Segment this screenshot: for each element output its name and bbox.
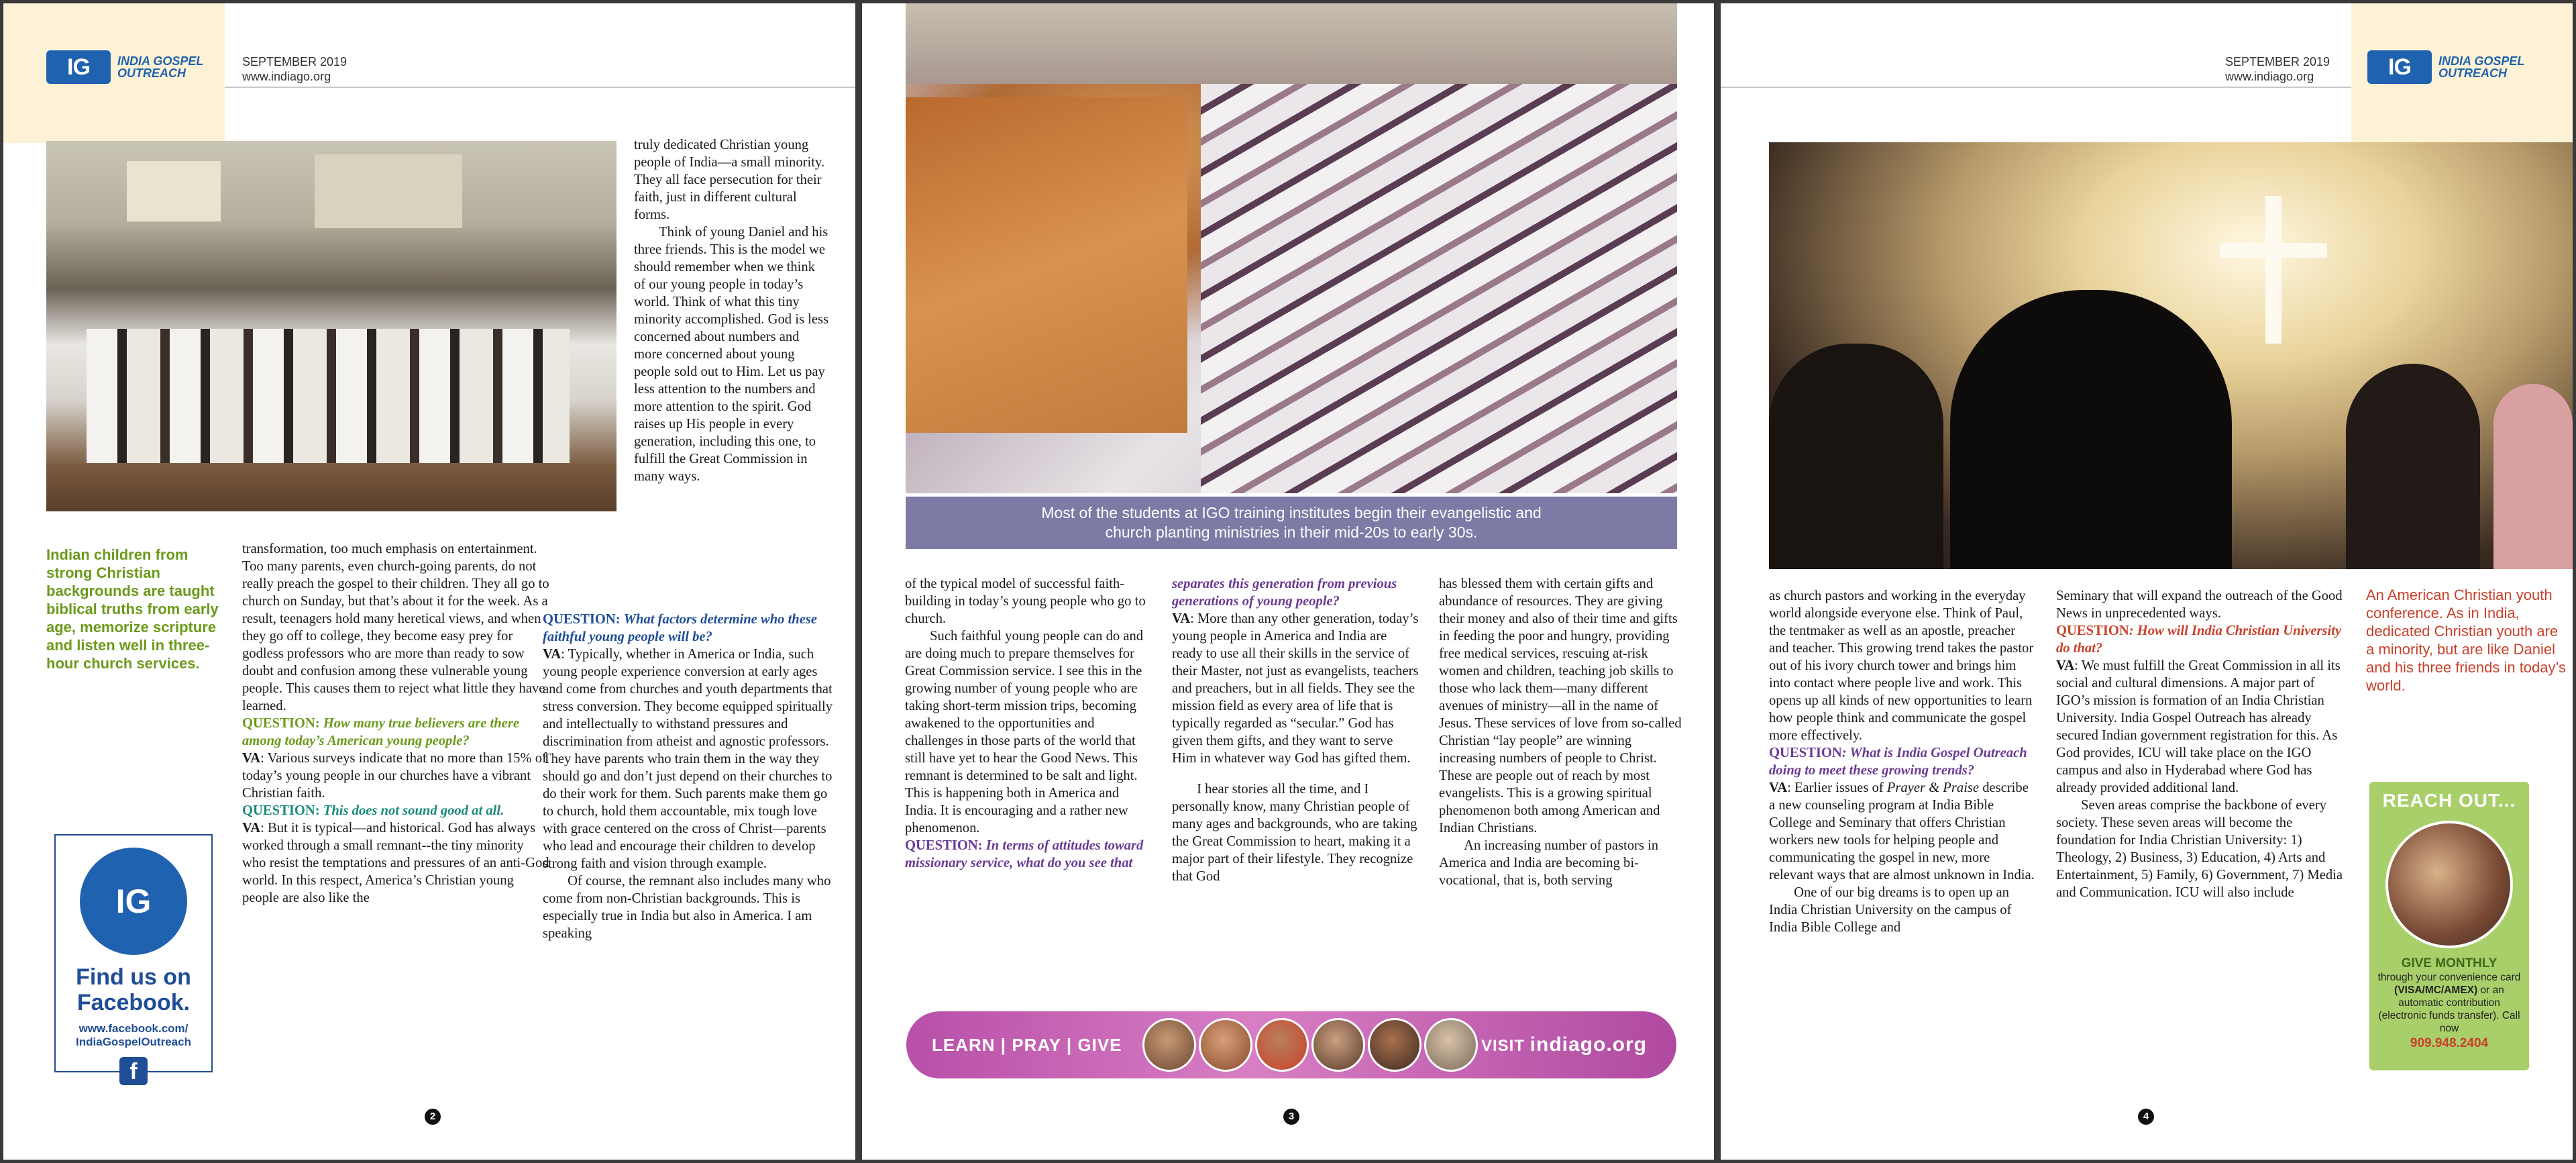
window-shape: [315, 154, 462, 228]
question-continued: separates this generation from previous generations of young people?: [1172, 576, 1397, 609]
paragraph: I hear stories all the time, and I personally know, many Christian people of many ages and backgrounds, who are taking the Great Commission to heart, making it a major part of their lifestyle. They recognize that God: [1172, 782, 1417, 884]
banner-faces: [1142, 1018, 1478, 1072]
issue-date-block: [242, 54, 347, 84]
question-text: This does not sound good at all.: [323, 803, 504, 818]
igo-logo-text: [117, 55, 203, 79]
fb-facebook: Facebook.: [76, 990, 191, 1015]
logo-mark-text: IG: [67, 54, 90, 80]
youth-conference-photo: [1769, 142, 2573, 569]
header-rule: [1721, 87, 2351, 88]
logo-mark-text: IG: [2388, 54, 2411, 80]
question-heading: [543, 611, 833, 646]
students-hall-photo: [906, 3, 1677, 493]
logo-line1: INDIA GOSPEL: [117, 54, 204, 68]
answer-paragraph: [1172, 610, 1420, 767]
page-4: [1721, 3, 2573, 1160]
website-url[interactable]: www.indiago.org: [2225, 70, 2314, 83]
face-photo: [1424, 1018, 1478, 1072]
paragraph: as church pastors and working in the everyday world alongside everyone else. Think of Paul, the tentmaker as well as an apostle, preacher and teacher. This growing trend takes the pastor out of his ivory church tower and brings him into contact where people live and work. This opens up all kinds of new opportunities to learn how people think and communicate the gospel more effectively.: [1769, 589, 2034, 743]
question-heading: [2056, 622, 2345, 657]
answer-text: : More than any other generation, today’s young people in America and India are ready to use all their skills in the service of their Master, not just as evangelists, teachers and preachers, but in all fields. They see the mission field as every area of life that is typically regarded as “secular.” God has given them gifts, and they want to serve Him in whatever way God has gifted them.: [1172, 611, 1419, 766]
page-number: 2: [425, 1109, 441, 1125]
reach-out-title: REACH OUT...: [2382, 790, 2516, 811]
hall-back-wall: [906, 3, 1677, 84]
header-rule: [225, 87, 855, 88]
question-label: QUESTION: [1769, 746, 1842, 760]
logo-line1: INDIA GOSPEL: [2438, 54, 2525, 68]
page-number: 4: [2138, 1109, 2154, 1125]
cross-vertical: [2265, 196, 2282, 344]
issue-date-block: [2225, 54, 2330, 84]
column-2: [1172, 575, 1420, 885]
answer-label: VA: [2056, 658, 2075, 673]
question-heading: [242, 802, 551, 819]
face-photo: [1255, 1018, 1309, 1072]
reach-out-photo: [2385, 821, 2513, 948]
question-text: What factors determine who these faithful young people will be?: [543, 612, 818, 644]
igo-logo-mark: [2367, 50, 2432, 84]
answer-text: describe a new counseling program at India Bible College and Seminary that offers Christian workers new tools for helping people and communicating the gospel in new, more relevant ways that are almost unknown in India.: [1769, 780, 2035, 882]
visit-label: VISIT: [1481, 1037, 1530, 1055]
cross-horizontal: [2220, 243, 2327, 258]
website-url[interactable]: www.indiago.org: [242, 70, 331, 83]
column-3: [1439, 575, 1687, 889]
igo-circle-logo: [80, 848, 187, 955]
answer-text: : Various surveys indicate that no more than 15% of today’s young people in our churches have a vibrant Christian faith.: [242, 751, 547, 801]
person-silhouette: [1769, 344, 1943, 569]
column-2: [2056, 587, 2345, 901]
answer-label: VA: [543, 647, 561, 662]
question-text: : How will India Christian University do that?: [2056, 623, 2342, 656]
give-text-2: or an automatic contribution (electronic funds transfer). Call now: [2378, 984, 2520, 1034]
photo-caption-bar: [906, 497, 1677, 549]
answer-paragraph: [242, 750, 551, 802]
answer-paragraph: [1769, 779, 2037, 884]
column-1: [1769, 587, 2037, 936]
question-label: QUESTION:: [543, 612, 624, 627]
fb-url-2[interactable]: IndiaGospelOutreach: [76, 1035, 191, 1048]
igo-logo-mark: [46, 50, 111, 84]
logo-line2: OUTREACH: [117, 66, 186, 80]
question-label: QUESTION:: [905, 838, 986, 853]
answer-text: : Typically, whether in America or India, such young people experience conversion at early ages and come from churches and youth departments that stress conversion. They become equipped spiritually and intellectually to withstand pressures and discrimination from atheist and agnostic professors. They have parents who train them in the way they should go and don’t just depend on their churches to do their work for them. Such parents make them go to church, hold them accountable, mix tough love with grace centered on the cross of Christ—parents who lead and encourage their children to develop strong faith and vision through example.: [543, 647, 833, 871]
page-3: [862, 3, 1714, 1160]
photo-caption: An American Christian youth conference. As in India, dedicated Christian youth are a minority, but are like Daniel and his three friends in today’s world.: [2366, 587, 2566, 694]
wooden-floor: [906, 97, 1187, 433]
issue-date: SEPTEMBER 2019: [242, 55, 347, 68]
question-heading: [905, 837, 1153, 872]
banner-tagline: LEARN | PRAY | GIVE: [932, 1034, 1122, 1055]
facebook-icon-glyph: f: [129, 1059, 138, 1084]
window-shape: [127, 161, 221, 221]
question-text: : What is India Gospel Outreach doing to meet these growing trends?: [1769, 746, 2027, 778]
fb-logo-mark: IG: [115, 882, 152, 920]
question-label: QUESTION: [2056, 623, 2129, 638]
column-1: [905, 575, 1153, 872]
paragraph: Of course, the remnant also includes many who come from non-Christian backgrounds. This is especially true in India but also in America. I am speaking: [543, 874, 831, 941]
answer-text: : Earlier issues of: [1787, 780, 1887, 795]
publication-title: Prayer & Praise: [1886, 780, 1980, 795]
question-text: In terms of attitudes toward missionary service, what do you see that: [905, 838, 1144, 870]
person-silhouette: [1950, 290, 2232, 569]
face-photo: [1368, 1018, 1421, 1072]
learn-pray-give-banner[interactable]: [906, 1011, 1676, 1078]
paragraph: An increasing number of pastors in America and India are becoming bi-vocational, that is, both serving: [1439, 838, 1659, 888]
column-1: [242, 540, 551, 907]
column-2-top: [634, 136, 828, 485]
facebook-promo[interactable]: [54, 834, 213, 1084]
answer-paragraph: [543, 646, 833, 872]
paragraph: Think of young Daniel and his three friends. This is the model we should remember when we think of our young people in today’s world. Think of what this tiny minority accomplished. God is less concerned about numbers and more concerned about young people sold out to Him. Let us pay less attention to the numbers and more attention to the spirit. God raises up His people in every generation, including this one, to fulfill the Great Commission in many ways.: [634, 225, 828, 484]
answer-paragraph: [2056, 657, 2345, 797]
igo-logo[interactable]: [46, 50, 203, 84]
photo-caption: Indian children from strong Christian backgrounds are taught biblical truths from early age, memorize scripture and listen well in three-hour church services.: [46, 546, 219, 672]
face-photo: [1311, 1018, 1365, 1072]
donation-phone[interactable]: 909.948.2404: [2410, 1036, 2489, 1050]
give-monthly-label: GIVE MONTHLY: [2401, 956, 2498, 970]
student-rows: [1201, 84, 1677, 493]
issue-date: SEPTEMBER 2019: [2225, 55, 2330, 68]
page-2: [3, 3, 855, 1160]
paragraph: has blessed them with certain gifts and abundance of resources. They are giving their money and also of their time and gifts in feeding the poor and hungry, providing free medical services, rescuing at-risk women and children, teaching job skills to those who lack them—many different avenues of ministry—all in the name of Jesus. These services of love from so-called Christian “lay people” are winning increasing numbers of people to Christ. These are people out of reach by most evangelists. This is a growing spiritual phenomenon both among American and Indian Christians.: [1439, 576, 1682, 836]
person-silhouette: [2493, 384, 2573, 569]
question-label: QUESTION:: [242, 716, 323, 731]
visit-url: indiago.org: [1529, 1033, 1647, 1056]
facebook-icon[interactable]: [119, 1057, 148, 1085]
children-rows: [87, 329, 570, 463]
paragraph: transformation, too much emphasis on entertainment. Too many parents, even church-going parents, do not really preach the gospel to their children. They all go to church on Sunday, but that’s about it for the week. As a result, teenagers hold many heretical views, and when they go off to college, they become easy prey for godless professors who are more than ready to sow doubt and confusion among these vulnerable young people. This causes them to reject what little they have learned.: [242, 542, 549, 713]
logo-line2: OUTREACH: [2438, 66, 2507, 80]
banner-visit[interactable]: [1481, 1033, 1647, 1056]
question-heading: [242, 715, 551, 750]
card-types: (VISA/MC/AMEX): [2394, 984, 2478, 996]
fb-url-1[interactable]: www.facebook.com/: [78, 1022, 189, 1035]
page-number: 3: [1283, 1109, 1299, 1125]
person-silhouette: [2346, 364, 2480, 569]
column-2: [543, 611, 833, 942]
question-text: How many true believers are there among today’s American young people?: [242, 716, 520, 748]
paragraph: Seminary that will expand the outreach of the Good News in unprecedented ways.: [2056, 589, 2343, 621]
answer-text: : But it is typical—and historical. God has always worked through a small remnant--the tiny minority who resist the temptations and pressures of an anti-God world. In this respect, America’s Christian young people are also like the: [242, 821, 549, 905]
photo-caption: Most of the students at IGO training institutes begin their evangelistic and church planting ministries in their mid-20s to early 30s.: [1041, 504, 1542, 541]
igo-logo[interactable]: [2367, 50, 2524, 84]
question-label: QUESTION:: [242, 803, 323, 818]
answer-label: VA: [1172, 611, 1191, 626]
paragraph: truly dedicated Christian young people of India—a small minority. They all face persecution for their faith, just in different cultural forms.: [634, 138, 825, 222]
paragraph: Seven areas comprise the backbone of every society. These seven areas will become the foundation for India Christian University: 1) Theology, 2) Business, 3) Education, 4) Arts and Entertainment, 5) Family, 6) Government, 7) Media and Communication. ICU will also include: [2056, 798, 2343, 900]
answer-text: : We must fulfill the Great Commission in all its social and cultural dimensions. A major part of IGO’s mission is formation of an India Christian University. India Gospel Outreach has already secured Indian government registration for this. As God provides, ICU will take place on the IGO campus and also in Hyderabad where God has already provided additional land.: [2056, 658, 2341, 795]
paragraph: One of our big dreams is to open up an India Christian University on the campus of India Bible College and: [1769, 885, 2012, 935]
answer-label: VA: [242, 751, 261, 766]
fb-find-us: Find us on: [76, 964, 191, 990]
paragraph: Such faithful young people can do and are doing much to prepare themselves for Great Commission service. I see this in the growing number of young people who are taking short-term mission trips, becoming awakened to the opportunities and challenges in those parts of the world that still have yet to hear the Good News. This remnant is determined to be salt and light. This is happening both in America and India. It is encouraging and a rather new phenomenon.: [905, 629, 1144, 836]
give-monthly-text: [2369, 971, 2529, 1035]
reach-out-donate-box[interactable]: [2369, 782, 2529, 1070]
children-church-photo: [46, 141, 616, 511]
question-heading: [1769, 744, 2037, 779]
paragraph: of the typical model of successful faith-building in today’s young people who go to church.: [905, 576, 1146, 626]
igo-logo-text: [2438, 55, 2524, 79]
answer-label: VA: [1769, 780, 1788, 795]
face-photo: [1142, 1018, 1196, 1072]
answer-paragraph: [242, 819, 551, 907]
face-photo: [1199, 1018, 1252, 1072]
give-text-1: through your convenience card: [2377, 972, 2521, 983]
answer-label: VA: [242, 821, 261, 836]
